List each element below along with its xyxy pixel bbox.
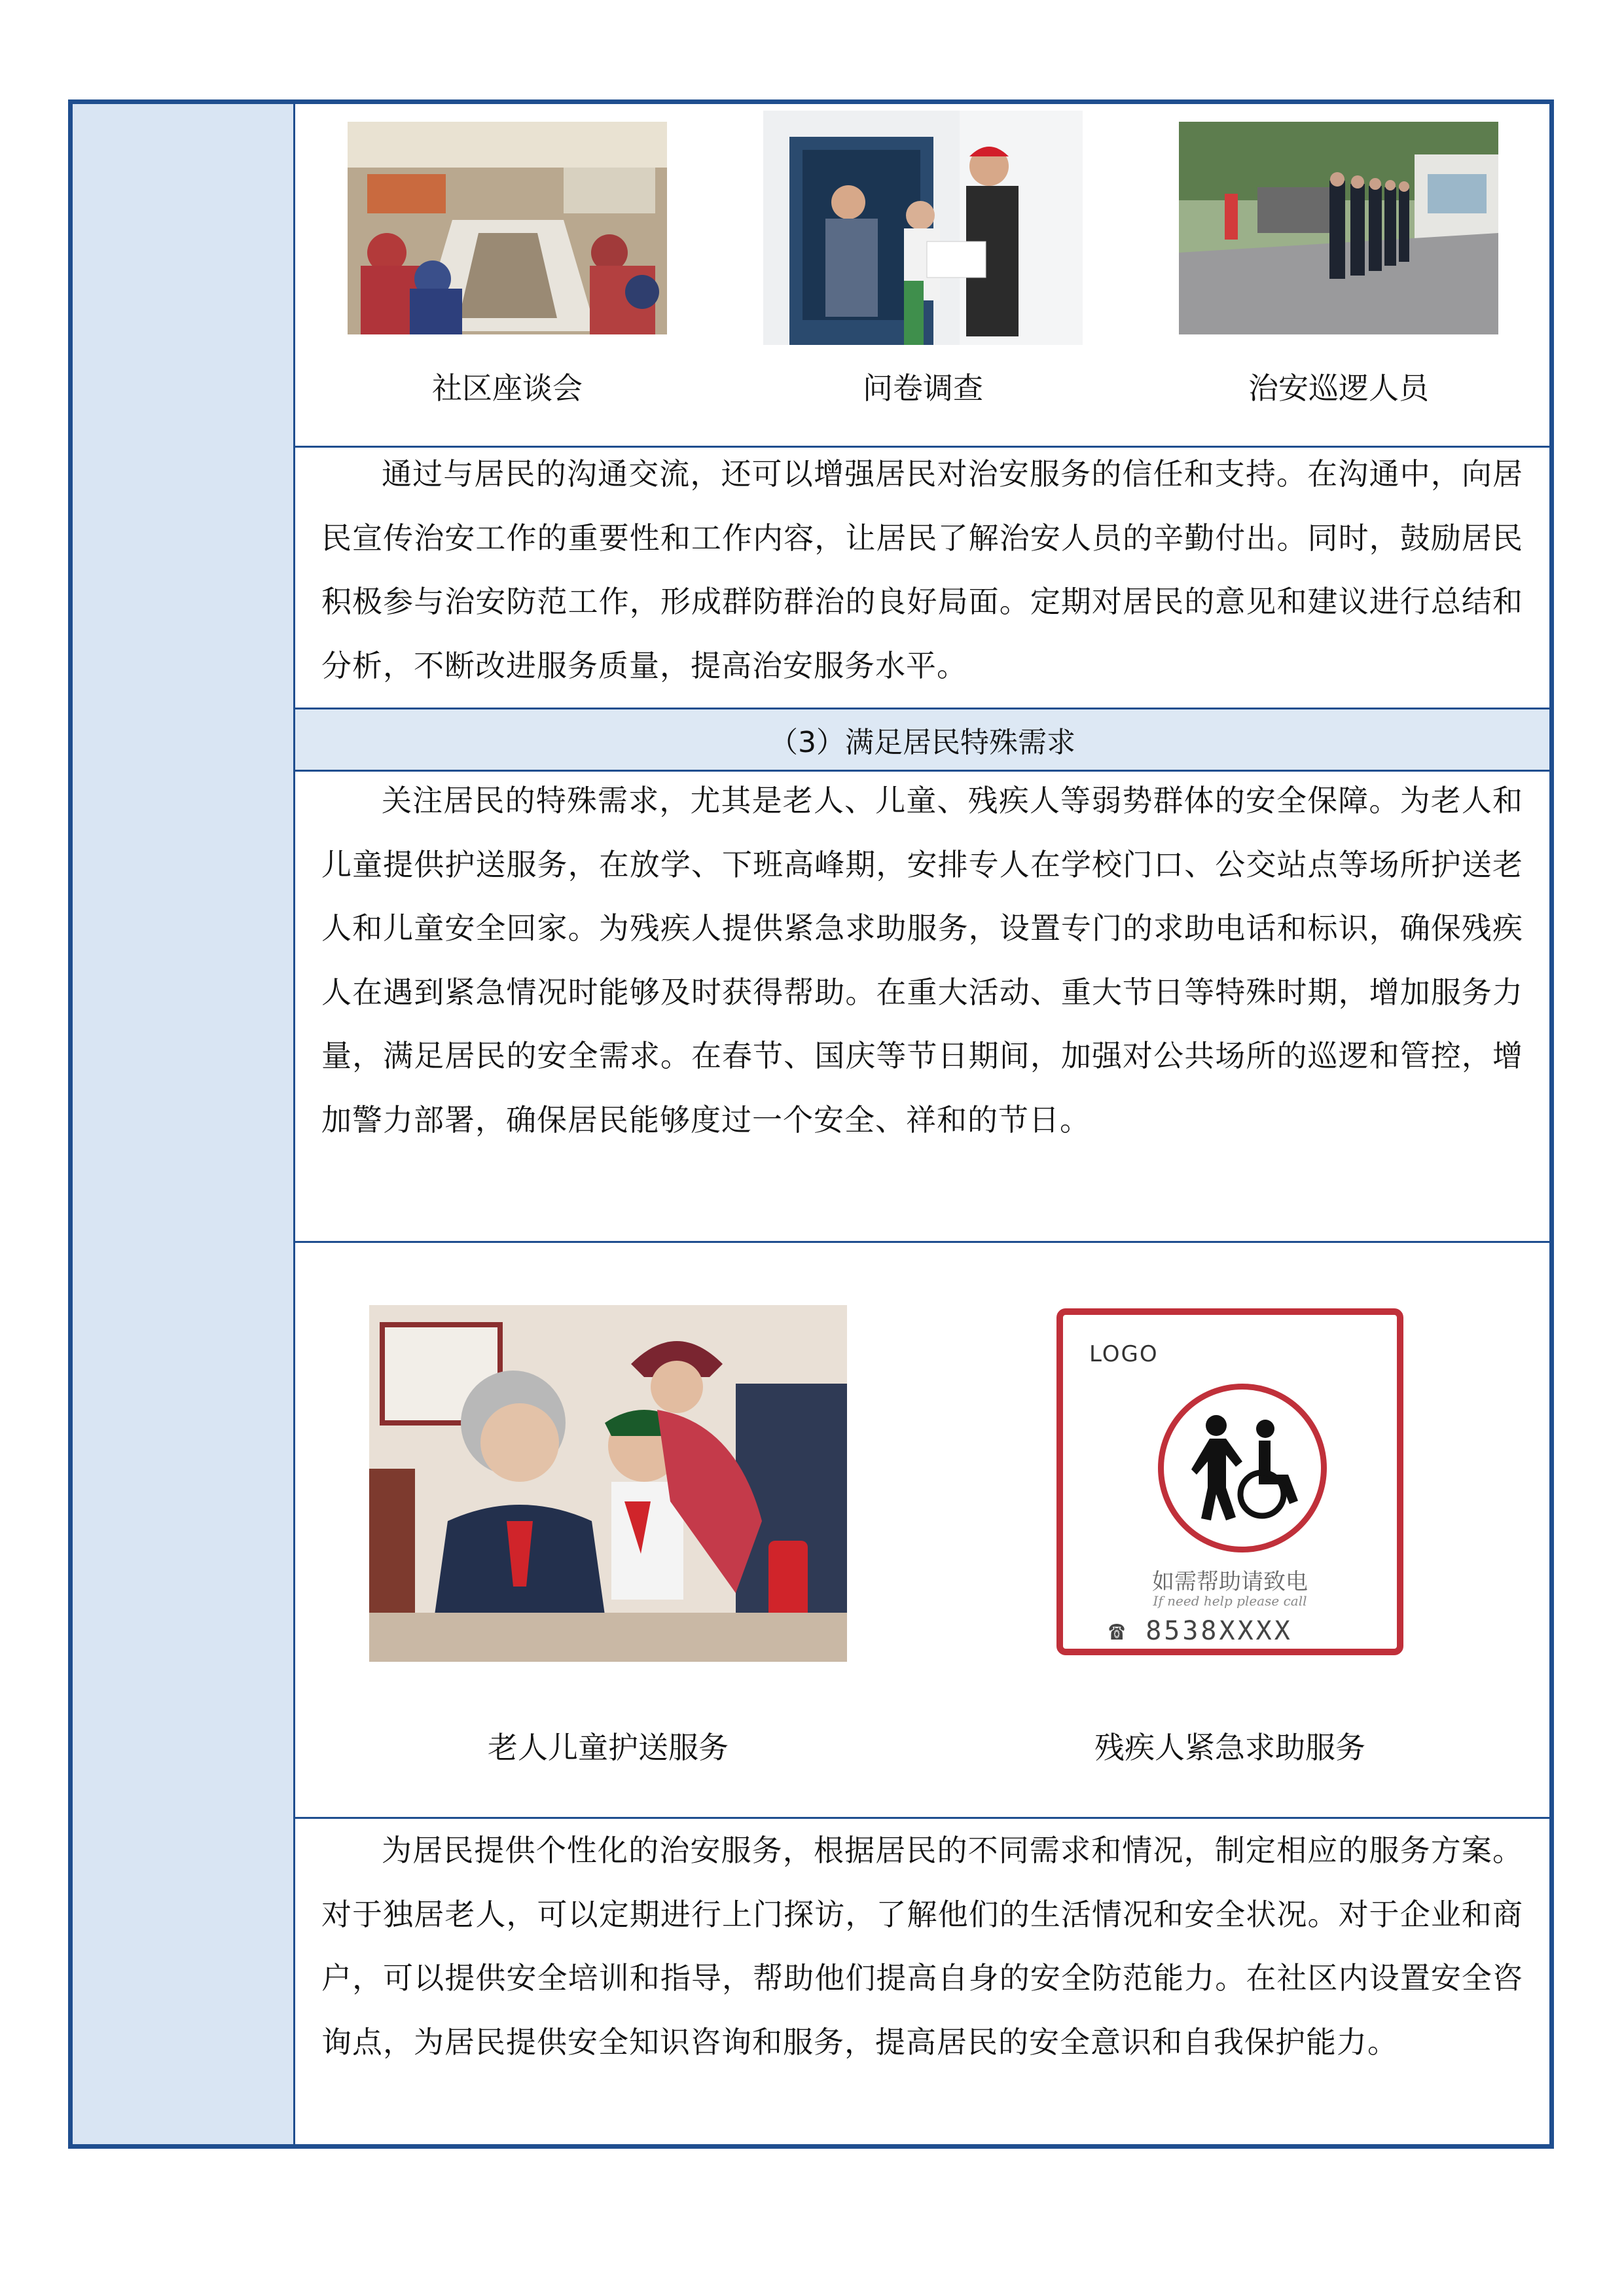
photo-caption: 残疾人紧急求助服务 xyxy=(1094,1730,1365,1765)
help-sign xyxy=(1056,1308,1403,1655)
phone-icon: ☎ xyxy=(1109,1616,1128,1646)
bottom-photo-row xyxy=(295,1243,1549,1819)
paragraph-text: 为居民提供个性化的治安服务，根据居民的不同需求和情况，制定相应的服务方案。对于独居老人，可以定期进行上门探访，了解他们的生活情况和安全状况。对于企业和商户，可以提供安全培训和指导，帮助他们提高自身的安全防范能力。在社区内设置安全咨询点，为居民提供安全知识咨询和服务，提高居民的安全意识和自我保护能力。 xyxy=(321,1833,1523,2060)
photo-caption: 社区座谈会 xyxy=(432,370,583,406)
left-label-column xyxy=(73,104,295,2144)
sign-phone xyxy=(1109,1616,1293,1646)
section-heading-band xyxy=(295,709,1549,772)
escort-photo xyxy=(369,1305,847,1662)
accessibility-icon xyxy=(1158,1384,1327,1552)
patrol-photo xyxy=(1179,122,1498,334)
top-photo-row xyxy=(295,104,1549,448)
document-table xyxy=(68,99,1554,2149)
sign-logo-text: LOGO xyxy=(1089,1341,1159,1367)
survey-photo xyxy=(763,111,1083,345)
paragraph-section xyxy=(295,1819,1549,2144)
section-heading: （3）满足居民特殊需求 xyxy=(769,726,1075,759)
content-column xyxy=(295,104,1549,2144)
paragraph-text: 通过与居民的沟通交流，还可以增强居民对治安服务的信任和支持。在沟通中，向居民宣传治安工作的重要性和工作内容，让居民了解治安人员的辛勤付出。同时，鼓励居民积极参与治安防范工作，形成群防群治的良好局面。定期对居民的意见和建议进行总结和分析，不断改进服务质量，提高治安服务水平。 xyxy=(321,456,1523,683)
photo-caption: 治安巡逻人员 xyxy=(1248,370,1429,406)
paragraph-section xyxy=(295,772,1549,1243)
photo-caption: 老人儿童护送服务 xyxy=(488,1730,729,1765)
photo-caption: 问卷调查 xyxy=(863,370,983,406)
paragraph-text: 关注居民的特殊需求，尤其是老人、儿童、残疾人等弱势群体的安全保障。为老人和儿童提供护送服务，在放学、下班高峰期，安排专人在学校门口、公交站点等场所护送老人和儿童安全回家。为残疾人提供紧急求助服务，设置专门的求助电话和标识，确保残疾人在遇到紧急情况时能够及时获得帮助。在重大活动、重大节日等特殊时期，增加服务力量，满足居民的安全需求。在春节、国庆等节日期间，加强对公共场所的巡逻和管控，增加警力部署，确保居民能够度过一个安全、祥和的节日。 xyxy=(321,783,1523,1138)
meeting-photo xyxy=(348,122,667,334)
paragraph-section xyxy=(295,448,1549,709)
sign-phone-number: 8538XXXX xyxy=(1146,1616,1293,1646)
sign-help-text: 如需帮助请致电 xyxy=(1152,1569,1308,1595)
sign-help-text-en: If need help please call xyxy=(1153,1593,1307,1609)
